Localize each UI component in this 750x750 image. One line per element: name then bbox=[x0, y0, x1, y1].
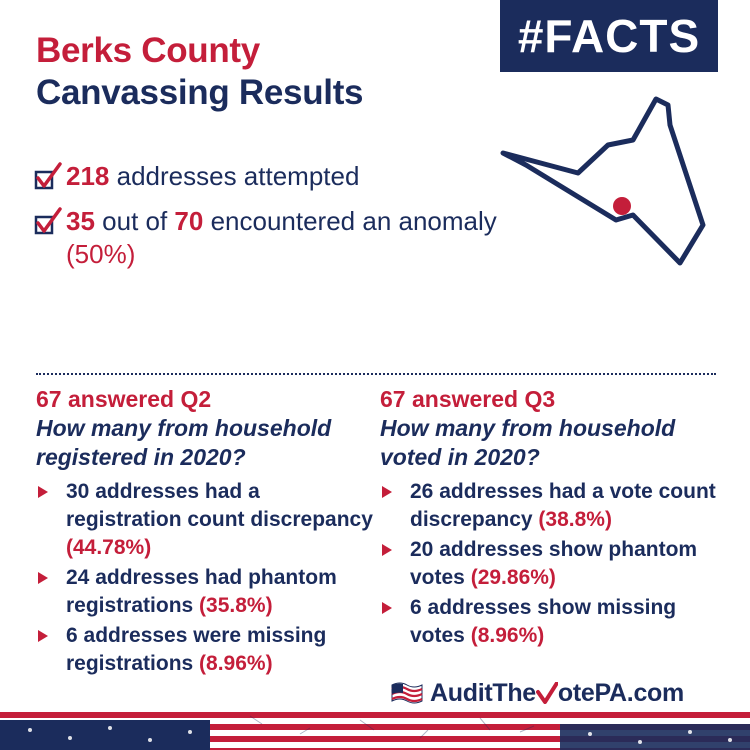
stat-attempted bbox=[34, 160, 504, 193]
stats-list bbox=[34, 160, 504, 271]
check-v-icon bbox=[536, 682, 558, 704]
q2-heading: 67 answered Q2 bbox=[36, 386, 212, 412]
title-line-2: Canvassing Results bbox=[36, 73, 364, 112]
list-item: 26 addresses had a vote count discrepancy (38.8%) bbox=[380, 478, 725, 534]
list-item: 30 addresses had a registration count discrepancy (44.78%) bbox=[36, 478, 381, 562]
stat-text: encountered an anomaly bbox=[203, 206, 497, 236]
q2-column bbox=[36, 385, 381, 680]
footer-flag-band bbox=[0, 712, 750, 750]
list-item: 6 addresses were missing registrations (8.96%) bbox=[36, 622, 381, 678]
brand-text: AuditThe otePA.com bbox=[430, 678, 684, 707]
location-dot bbox=[613, 197, 631, 215]
q3-heading: 67 answered Q3 bbox=[380, 386, 556, 412]
list-item: 6 addresses show missing votes (8.96%) bbox=[380, 594, 725, 650]
facts-badge: #FACTS bbox=[500, 0, 718, 72]
stat-percent: (50%) bbox=[66, 239, 136, 269]
stat-text: addresses attempted bbox=[109, 161, 360, 191]
q2-question: How many from household registered in 2020? bbox=[36, 415, 332, 470]
page-title bbox=[36, 30, 363, 114]
stat-number: 35 bbox=[66, 206, 95, 236]
checkbox-icon bbox=[34, 207, 64, 237]
bullet-arrow-icon bbox=[382, 544, 392, 556]
q3-column bbox=[380, 385, 725, 652]
brand-logo bbox=[390, 678, 684, 708]
bullet-arrow-icon bbox=[382, 602, 392, 614]
bullet-arrow-icon bbox=[38, 572, 48, 584]
list-item: 20 addresses show phantom votes (29.86%) bbox=[380, 536, 725, 592]
stat-number: 218 bbox=[66, 161, 110, 191]
checkbox-icon bbox=[34, 162, 64, 192]
title-line-1: Berks County bbox=[36, 31, 260, 70]
bullet-arrow-icon bbox=[38, 630, 48, 642]
stat-anomaly bbox=[34, 205, 504, 271]
q3-question: How many from household voted in 2020? bbox=[380, 415, 676, 470]
bullet-arrow-icon bbox=[38, 486, 48, 498]
dotted-divider bbox=[36, 373, 716, 375]
county-map-icon bbox=[498, 95, 708, 270]
stat-text: out of bbox=[94, 206, 175, 236]
bullet-arrow-icon bbox=[382, 486, 392, 498]
stat-number: 70 bbox=[174, 206, 204, 236]
flag-icon bbox=[390, 681, 424, 705]
list-item: 24 addresses had phantom registrations (35.8%) bbox=[36, 564, 381, 620]
